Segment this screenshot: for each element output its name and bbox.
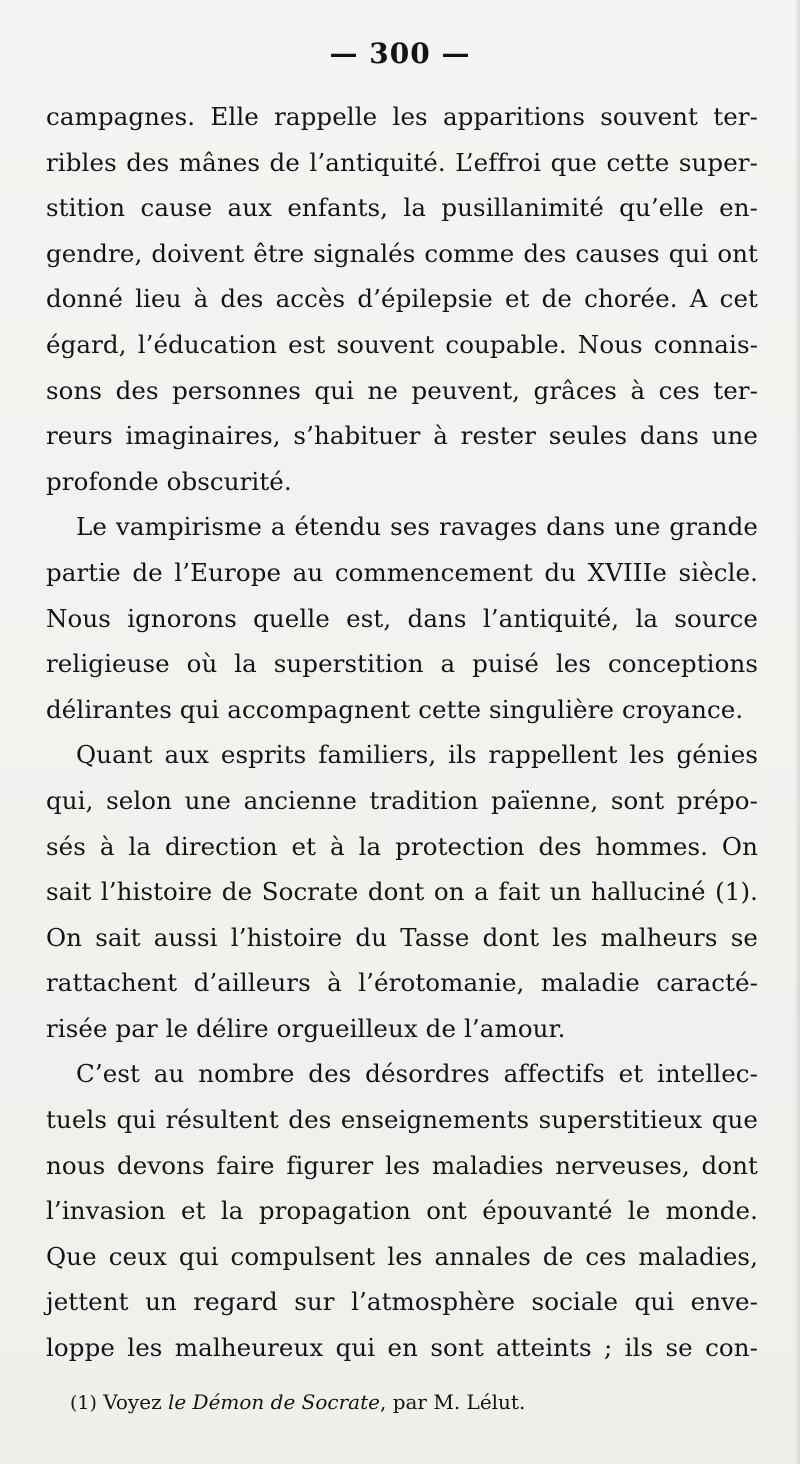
text-line: délirantes qui accompagnent cette singulière croyance. (46, 694, 744, 724)
text-line: Le vampirisme a étendu ses ravages dans une grande (76, 512, 758, 542)
text-line: religieuse où la superstition a puisé les conceptions (46, 649, 758, 679)
text-line: loppe les malheureux qui en sont atteints ; ils se con- (46, 1333, 758, 1363)
text-line: ribles des mânes de l’antiquité. L’effroi que cette super- (46, 147, 758, 177)
text-line: donné lieu à des accès d’épilepsie et de chorée. A cet (46, 284, 758, 314)
footnote-title: le Démon de Socrate (167, 1390, 380, 1414)
text-line: tuels qui résultent des enseignements superstitieux que (46, 1105, 758, 1135)
text-line: profonde obscurité. (46, 466, 292, 496)
text-line: C’est au nombre des désordres affectifs et intellec- (76, 1059, 758, 1089)
text-line: Quant aux esprits familiers, ils rappellent les génies (76, 740, 758, 770)
text-line: égard, l’éducation est souvent coupable. Nous connais- (46, 329, 758, 359)
text-line: jettent un regard sur l’atmosphère sociale qui enve- (46, 1287, 758, 1317)
page-edge-shadow (794, 0, 800, 1464)
text-line: gendre, doivent être signalés comme des causes qui ont (46, 238, 758, 268)
text-line: campagnes. Elle rappelle les apparitions souvent ter- (46, 102, 758, 131)
footnote-suffix: , par M. Lélut. (379, 1390, 526, 1414)
footnote-prefix: Voyez (103, 1390, 162, 1414)
text-line: l’invasion et la propagation ont épouvanté le monde. (46, 1196, 758, 1226)
text-line: sait l’histoire de Socrate dont on a fait un halluciné (1). (46, 877, 758, 907)
text-line: stition cause aux enfants, la pusillanimité qu’elle en- (46, 193, 758, 223)
text-line: nous devons faire figurer les maladies nerveuses, dont (46, 1150, 758, 1180)
body-text (46, 94, 758, 1371)
text-line: partie de l’Europe au commencement du XVIIIe siècle. (46, 557, 758, 587)
text-line: risée par le délire orgueilleux de l’amour. (46, 1013, 566, 1043)
text-line: Nous ignorons quelle est, dans l’antiquité, la source (46, 603, 758, 633)
text-line: On sait aussi l’histoire du Tasse dont les malheurs se (46, 922, 758, 952)
text-line: reurs imaginaires, s’habituer à rester seules dans une (46, 421, 758, 451)
text-line: sons des personnes qui ne peuvent, grâces à ces ter- (46, 375, 758, 405)
footnote (70, 1388, 750, 1417)
footnote-marker: (1) (70, 1392, 97, 1414)
text-line: Que ceux qui compulsent les annales de ces maladies, (46, 1241, 758, 1271)
text-line: sés à la direction et à la protection des hommes. On (46, 831, 758, 861)
text-line: qui, selon une ancienne tradition païenne, sont prépo- (46, 785, 758, 815)
text-line: rattachent d’ailleurs à l’érotomanie, maladie caracté- (46, 968, 758, 998)
page-number: — 300 — (329, 37, 471, 70)
